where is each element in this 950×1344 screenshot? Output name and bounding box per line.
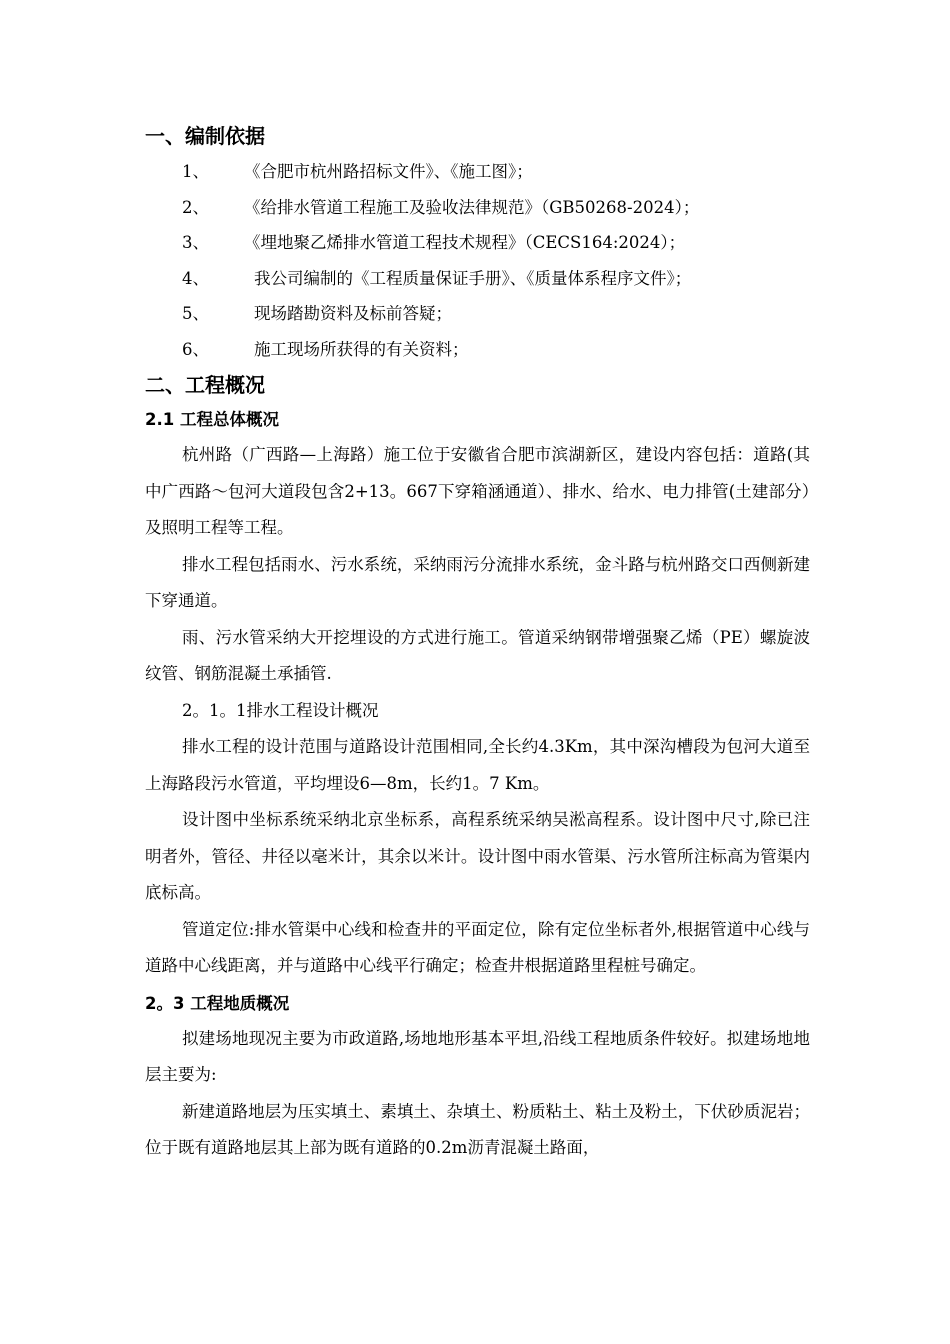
list-item-number: 6、 xyxy=(182,339,209,359)
list-item-text: 《埋地聚乙烯排水管道工程技术规程》（CECS164:2024）； xyxy=(244,233,686,252)
list-item-number: 4、 xyxy=(182,268,209,288)
paragraph-pipe-method: 雨、污水管采纳大开挖埋设的方式进行施工。管道采纳钢带增强聚乙烯（PE）螺旋波纹管、钢筋混凝土承插管. xyxy=(145,627,810,683)
list-item-text: 《合肥市杭州路招标文件》、《施工图》； xyxy=(244,162,533,181)
list-item-text: 施工现场所获得的有关资料； xyxy=(254,339,469,359)
paragraph-design-range: 排水工程的设计范围与道路设计范围相同,全长约4.3Km，其中深沟槽段为包河大道至上海路段污水管道，平均埋设6—8m，长约1。7 Km。 xyxy=(145,737,810,793)
list-item-number: 3、 xyxy=(182,233,209,252)
paragraph-site-condition: 拟建场地现况主要为市政道路,场地地形基本平坦,沿线工程地质条件较好。拟建场地地层主要为: xyxy=(145,1028,810,1084)
list-item-number: 1、 xyxy=(182,162,209,181)
list-item xyxy=(145,332,810,368)
list-item-text: 现场踏勘资料及标前答疑； xyxy=(254,304,452,323)
list-item xyxy=(145,190,810,226)
section-heading-basis: 一、编制依据 xyxy=(145,124,265,148)
document-body xyxy=(145,118,810,1167)
subsection-heading-geology: 2。3 工程地质概况 xyxy=(145,993,290,1013)
list-item xyxy=(145,261,810,297)
subsection-heading-general: 2.1 工程总体概况 xyxy=(145,410,279,429)
paragraph-coordinate-system: 设计图中坐标系统采纳北京坐标系，高程系统采纳吴淞高程系。设计图中尺寸,除已注明者外，管径、井径以毫米计，其余以米计。设计图中雨水管渠、污水管所注标高为管渠内底标高。 xyxy=(145,810,810,902)
list-item xyxy=(145,154,810,190)
list-item-text: 《给排水管道工程施工及验收法律规范》（GB50268-2024）； xyxy=(244,197,700,217)
list-item xyxy=(145,225,810,261)
subsection-heading-drainage-design: 2。1。1排水工程设计概况 xyxy=(182,700,379,720)
paragraph-strata: 新建道路地层为压实填土、素填土、杂填土、粉质粘土、粘土及粉土，下伏砂质泥岩；位于既有道路地层其上部为既有道路的0.2m沥青混凝土路面， xyxy=(145,1101,810,1157)
list-item-number: 5、 xyxy=(182,304,209,323)
paragraph-project-scope: 杭州路（广西路—上海路）施工位于安徽省合肥市滨湖新区，建设内容包括：道路(其中广西路～包河大道段包含2+13。667下穿箱涵通道）、排水、给水、电力排管(土建部分）及照明工程等工程。 xyxy=(145,445,810,537)
paragraph-drainage-system: 排水工程包括雨水、污水系统，采纳雨污分流排水系统，金斗路与杭州路交口西侧新建下穿通道。 xyxy=(145,554,810,610)
section-heading-overview: 二、工程概况 xyxy=(145,373,265,397)
paragraph-pipe-positioning: 管道定位:排水管渠中心线和检查井的平面定位，除有定位坐标者外,根据管道中心线与道路中心线距离，并与道路中心线平行确定；检查井根据道路里程桩号确定。 xyxy=(145,919,810,975)
list-item-text: 我公司编制的《工程质量保证手册》、《质量体系程序文件》； xyxy=(254,268,692,288)
list-item-number: 2、 xyxy=(182,197,209,217)
list-item xyxy=(145,296,810,332)
